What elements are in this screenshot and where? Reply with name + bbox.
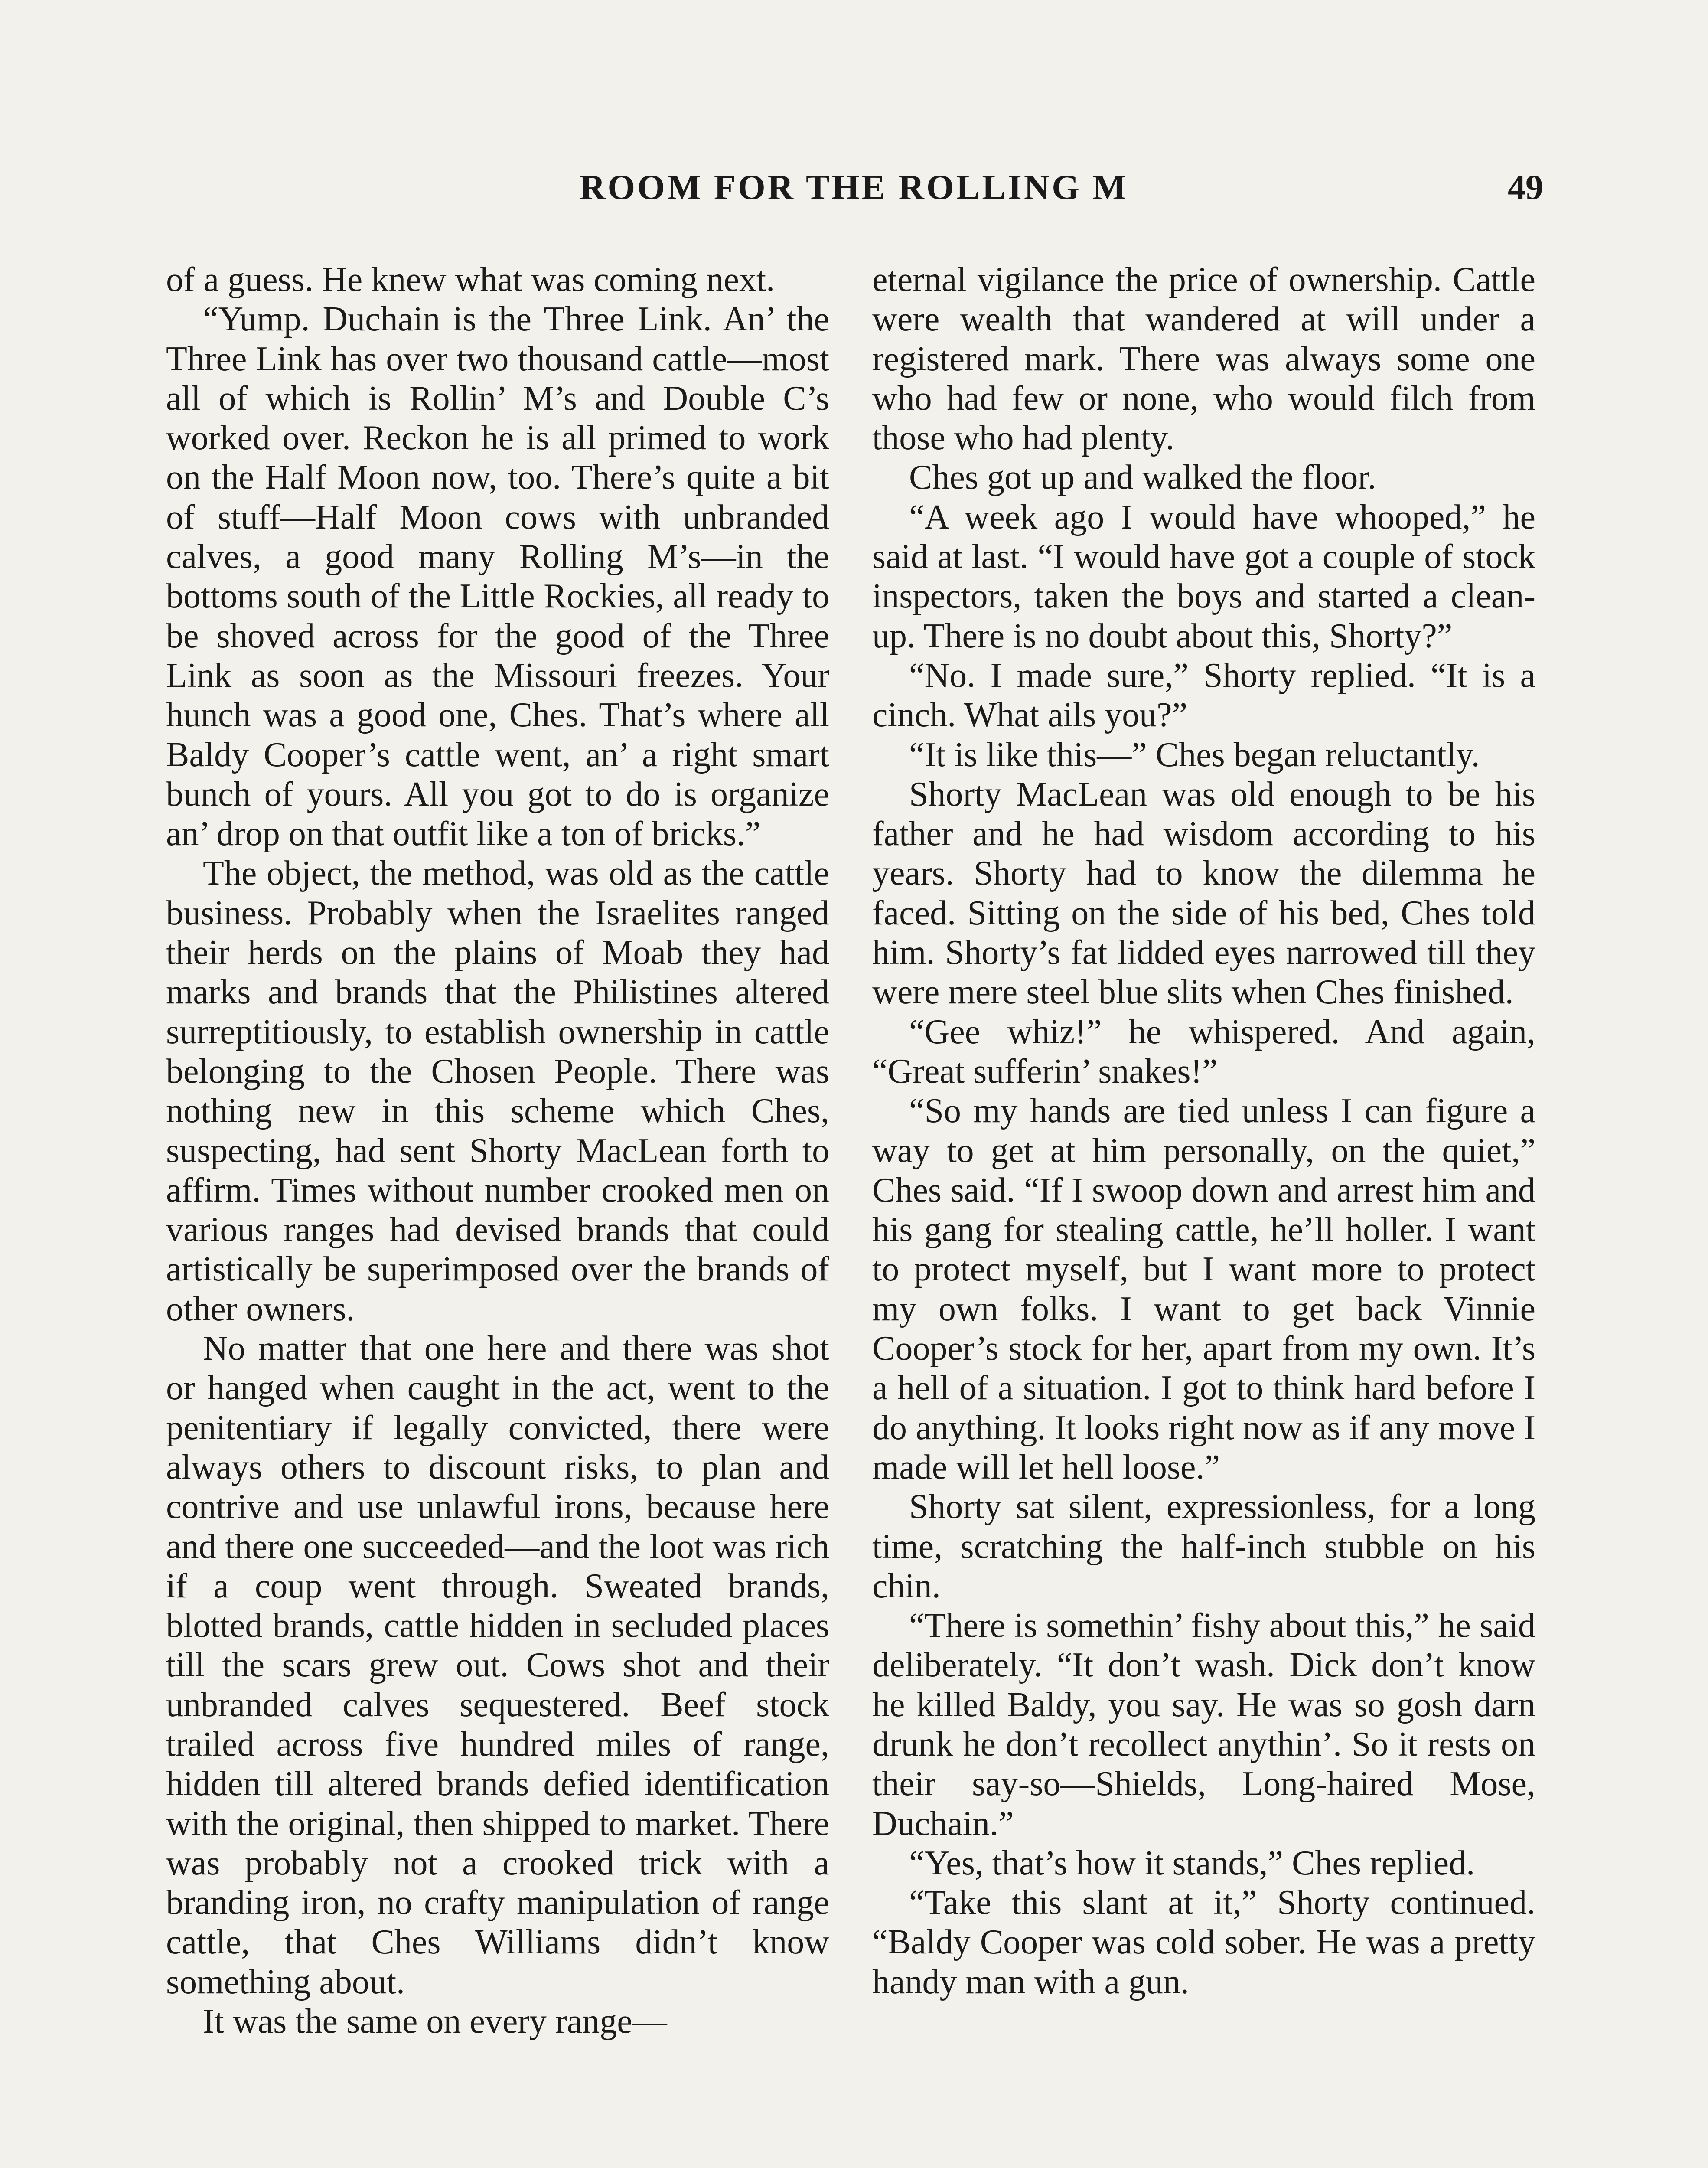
paragraph: eternal vigilance the price of ownership. Cattle were wealth that wandered at will under a registered mark. There was always some one who had few or none, who would filch from those who had plenty. [872, 261, 1535, 457]
paragraph: “So my hands are tied unless I can figure a way to get at him personally, on the quiet,” Ches said. “If I swoop down and arrest him and his gang for stealing cattle, he’ll holler. I want to protect myself, but I want more to protect my own folks. I want to get back Vinnie Cooper’s stock for her, apart from my own. It’s a hell of a situation. I got to think hard before I do anything. It looks right now as if any move I made will let hell loose.” [872, 1092, 1535, 1486]
paragraph: of a guess. He knew what was coming next. [166, 261, 775, 299]
running-head [165, 167, 1543, 223]
paragraph: Ches got up and walked the floor. [909, 458, 1376, 497]
chapter-title: ROOM FOR THE ROLLING M [580, 167, 1128, 207]
paragraph: Shorty MacLean was old enough to be his father and he had wisdom according to his years. Shorty had to know the dilemma he faced. Sitting on the side of his bed, Ches told him. Shorty’s fat lidded eyes narrowed till they were mere steel blue slits when Ches finished. [872, 775, 1535, 1012]
paragraph: It was the same on every range— [203, 2002, 667, 2041]
paragraph: “Yump. Duchain is the Three Link. An’ the Three Link has over two thousand cattle—most all of which is Rollin’ M’s and Double C’s worked over. Reckon he is all primed to work on the Half Moon now, too. There’s quite a bit of stuff—Half Moon cows with unbranded calves, a good many Rolling M’s—in the bottoms south of the Little Rockies, all ready to be shoved across for the good of the Three Link as soon as the Missouri freezes. Your hunch was a good one, Ches. That’s where all Baldy Cooper’s cattle went, an’ a right smart bunch of yours. All you got to do is organize an’ drop on that outfit like a ton of bricks.” [166, 300, 829, 853]
paragraph: “It is like this—” Ches began reluctantly. [909, 735, 1480, 774]
paragraph: “Gee whiz!” he whispered. And again, “Great sufferin’ snakes!” [872, 1012, 1535, 1091]
paragraph: “No. I made sure,” Shorty replied. “It is a cinch. What ails you?” [872, 656, 1535, 735]
paragraph: No matter that one here and there was shot or hanged when caught in the act, went to the penitentiary if legally convicted, there were always others to discount risks, to plan and contrive and use unlawful irons, because here and there one succeeded—and the loot was rich if a coup went through. Sweated brands, blotted brands, cattle hidden in secluded places till the scars grew out. Cows shot and their unbranded calves sequestered. Beef stock trailed across five hundred miles of range, hidden till altered brands defied identification with the original, then shipped to market. There was probably not a crooked trick with a branding iron, no crafty manipulation of range cattle, that Ches Williams didn’t know something about. [166, 1329, 829, 2001]
paragraph: Shorty sat silent, expressionless, for a long time, scratching the half-inch stubble on his chin. [872, 1488, 1535, 1605]
paragraph: “A week ago I would have whooped,” he said at last. “I would have got a couple of stock inspectors, taken the boys and started a clean-up. There is no doubt about this, Shorty?” [872, 498, 1535, 655]
paragraph: “Take this slant at it,” Shorty continued. “Baldy Cooper was cold sober. He was a pretty handy man with a gun. [872, 1884, 1535, 2001]
right-column [872, 260, 1535, 2002]
paragraph: “Yes, that’s how it stands,” Ches replied. [909, 1844, 1475, 1882]
paragraph: The object, the method, was old as the cattle business. Probably when the Israelites ranged their herds on the plains of Moab they had marks and brands that the Philistines altered surreptitiously, to establish ownership in cattle belonging to the Chosen People. There was nothing new in this scheme which Ches, suspecting, had sent Shorty MacLean forth to affirm. Times without number crooked men on various ranges had devised brands that could artistically be superimposed over the brands of other owners. [166, 854, 829, 1328]
left-column [166, 260, 829, 2041]
paragraph: “There is somethin’ fishy about this,” he said deliberately. “It don’t wash. Dick don’t know he killed Baldy, you say. He was so gosh darn drunk he don’t recollect anythin’. So it rests on their say-so—Shields, Long-haired Mose, Duchain.” [872, 1606, 1535, 1843]
page-number: 49 [1508, 167, 1543, 207]
